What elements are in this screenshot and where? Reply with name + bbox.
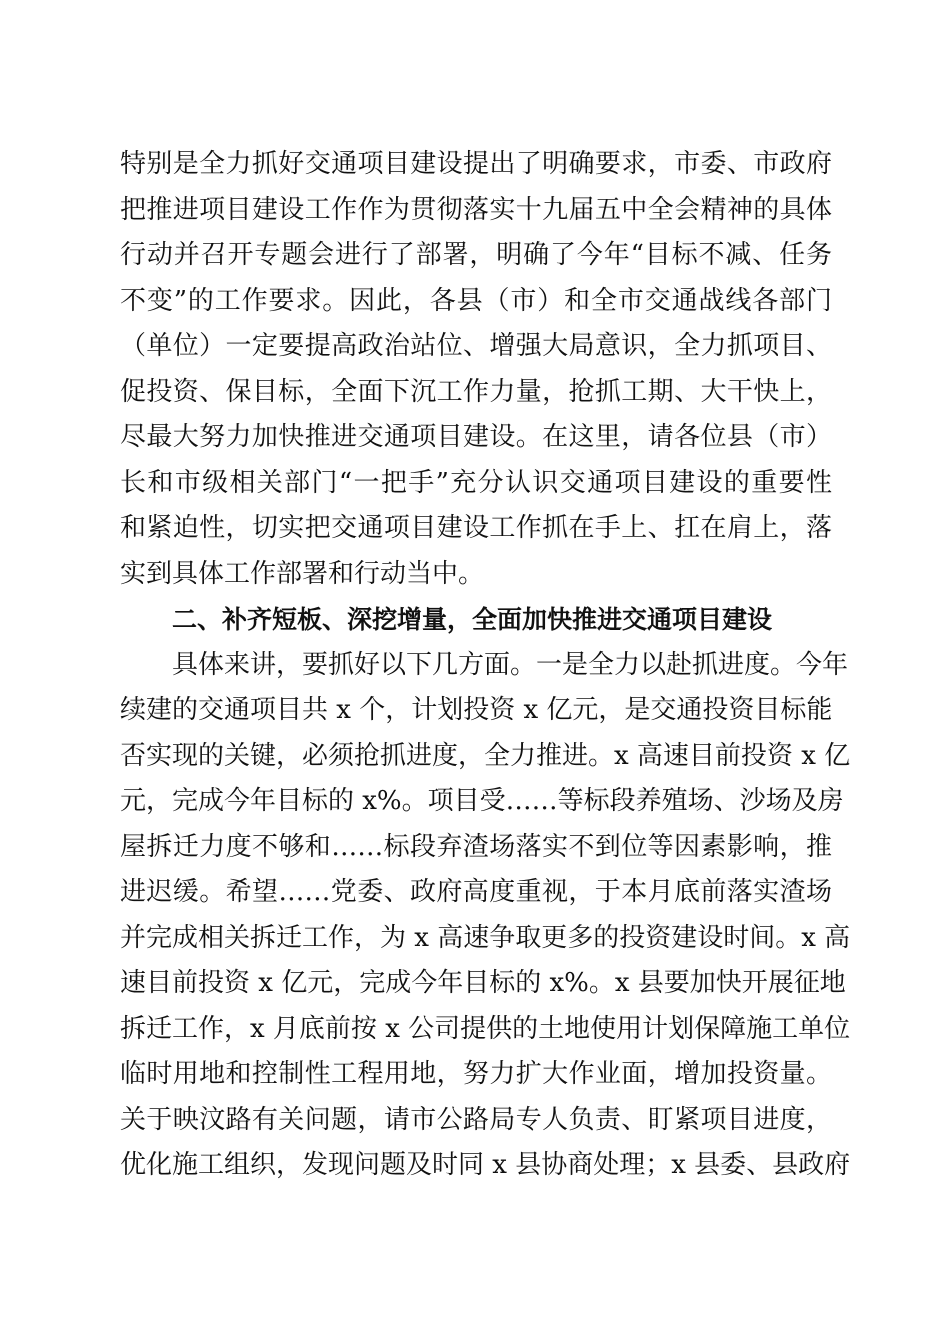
text-line: 并完成相关拆迁工作，为 x 高速争取更多的投资建设时间。x 高 [120, 922, 851, 953]
text-line: 行动并召开专题会进行了部署，明确了今年“目标不减、任务 [120, 240, 832, 270]
text-line: 实到具体工作部署和行动当中。 [120, 558, 485, 589]
text-line: 具体来讲，要抓好以下几方面。一是全力以赴抓进度。今年 [172, 649, 849, 680]
text-line: 元，完成今年目标的 x%。项目受……等标段养殖场、沙场及房 [120, 786, 844, 816]
text-line: 把推进项目建设工作作为贯彻落实十九届五中全会精神的具体 [120, 194, 832, 225]
text-line: 关于映汶路有关问题，请市公路局专人负责、盯紧项目进度， [120, 1104, 832, 1135]
text-line: 特别是全力抓好交通项目建设提出了明确要求，市委、市政府 [120, 149, 832, 179]
text-line: 不变”的工作要求。因此，各县（市）和全市交通战线各部门 [120, 285, 832, 316]
text-line: 速目前投资 x 亿元，完成今年目标的 x%。x 县要加快开展征地 [120, 968, 846, 998]
text-line: 临时用地和控制性工程用地，努力扩大作业面，增加投资量。 [120, 1059, 832, 1089]
text-line: 否实现的关键，必须抢抓进度，全力推进。x 高速目前投资 x 亿 [120, 740, 851, 771]
text-line: 和紧迫性，切实把交通项目建设工作抓在手上、扛在肩上，落 [120, 513, 832, 543]
text-line: 拆迁工作，x 月底前按 x 公司提供的土地使用计划保障施工单位 [120, 1013, 851, 1044]
paragraph-2 [120, 643, 851, 1189]
text-line: 进迟缓。希望……党委、政府高度重视，于本月底前落实渣场 [120, 877, 832, 907]
text-line: （单位）一定要提高政治站位、增强大局意识，全力抓项目、 [120, 331, 832, 361]
text-line: 屋拆迁力度不够和……标段弃渣场落实不到位等因素影响，推 [120, 831, 832, 862]
section-heading: 二、补齐短板、深挖增量，全面加快推进交通项目建设 [172, 605, 773, 634]
text-line: 尽最大努力加快推进交通项目建设。在这里，请各位县（市） [120, 422, 832, 452]
body-text [120, 142, 851, 1189]
text-line: 促投资、保目标，全面下沉工作力量，抢抓工期、大干快上， [120, 376, 832, 407]
text-line: 优化施工组织，发现问题及时同 x 县协商处理；x 县委、县政府 [120, 1150, 851, 1180]
text-line: 续建的交通项目共 x 个，计划投资 x 亿元，是交通投资目标能 [120, 695, 833, 725]
paragraph-1 [120, 142, 832, 597]
text-line: 长和市级相关部门“一把手”充分认识交通项目建设的重要性 [120, 467, 832, 498]
